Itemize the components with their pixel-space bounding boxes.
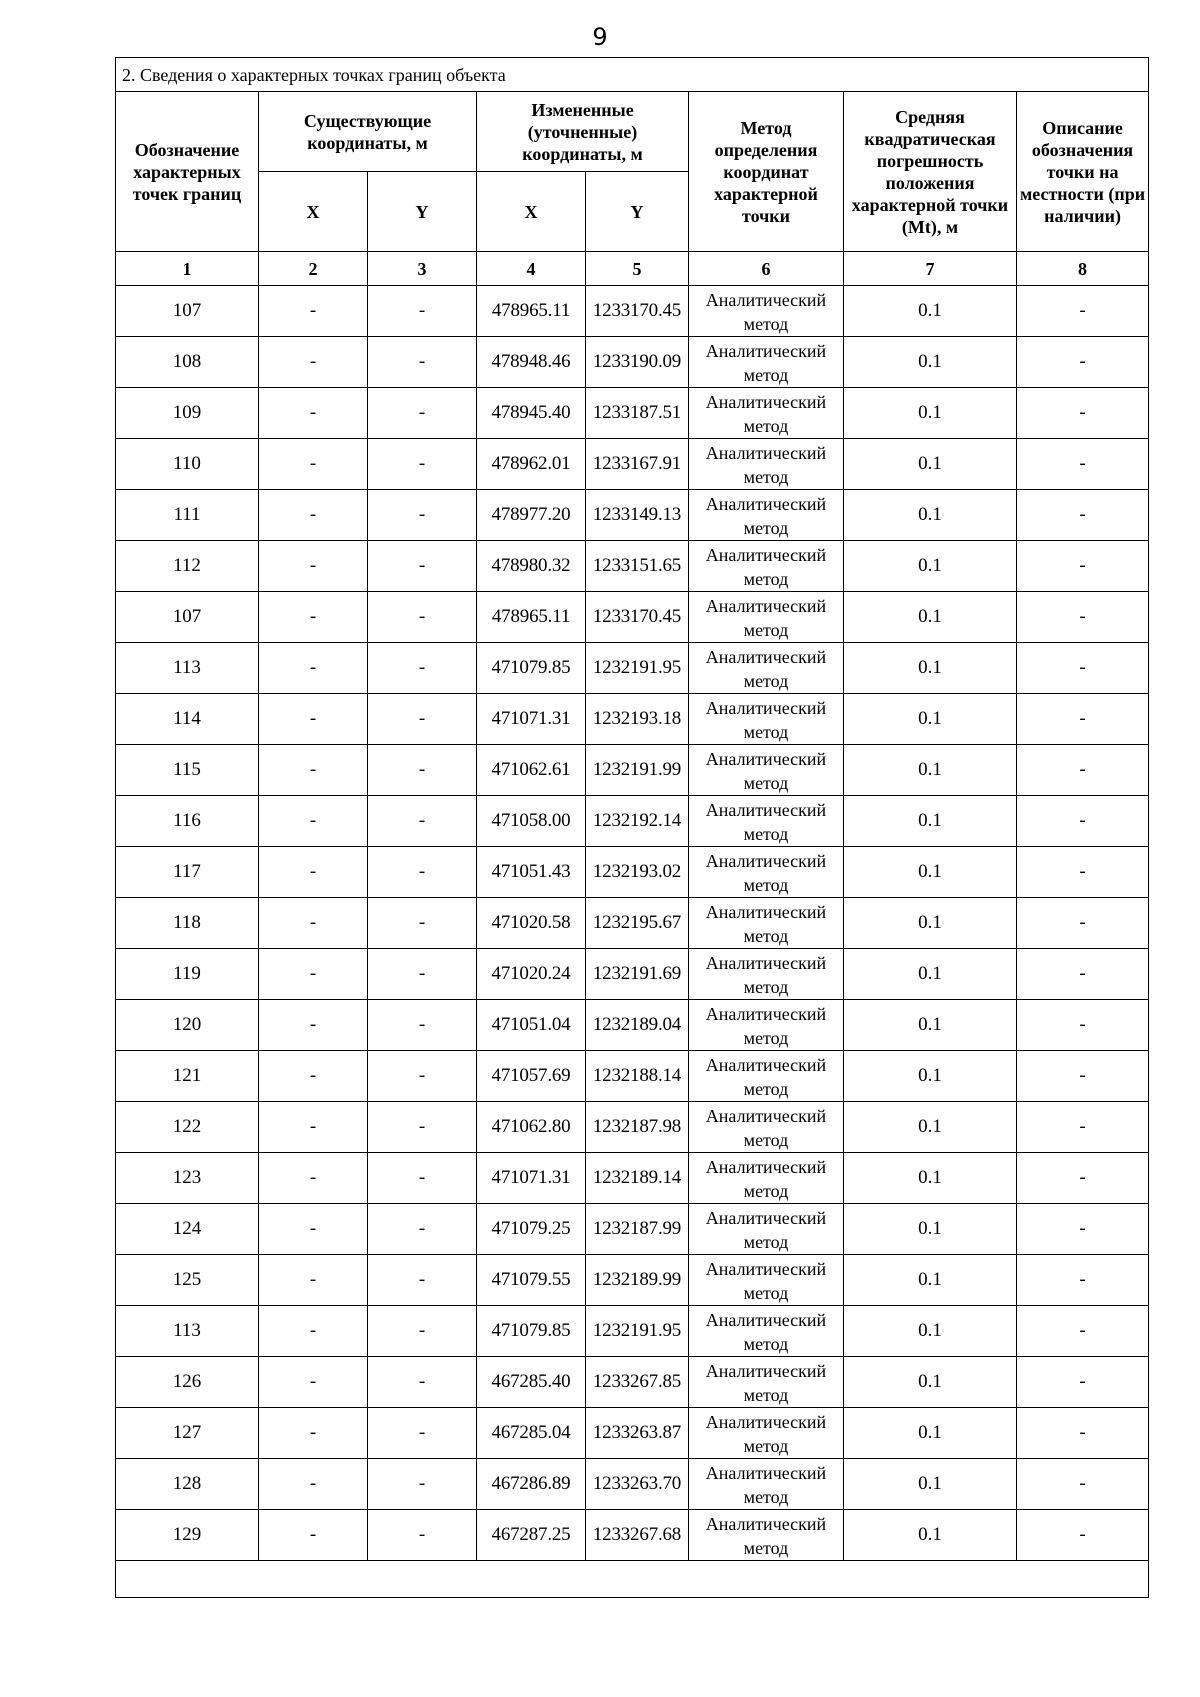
description-cell: - xyxy=(1017,541,1149,592)
changed-x-cell: 471020.24 xyxy=(477,949,586,1000)
method-text: Аналитический xyxy=(705,1360,827,1381)
method-cell xyxy=(689,898,844,949)
changed-x-cell: 471071.31 xyxy=(477,694,586,745)
point-cell: 125 xyxy=(116,1255,259,1306)
method-text: метод xyxy=(743,721,789,742)
method-text: метод xyxy=(743,670,789,691)
existing-y-cell: - xyxy=(368,1459,477,1510)
existing-y-cell: - xyxy=(368,286,477,337)
changed-y-cell: 1233267.85 xyxy=(586,1357,689,1408)
existing-y-cell: - xyxy=(368,694,477,745)
changed-x-cell: 471079.85 xyxy=(477,1306,586,1357)
method-cell xyxy=(689,439,844,490)
table-row xyxy=(116,1051,1149,1102)
method-text: метод xyxy=(743,1333,789,1354)
existing-y-cell: - xyxy=(368,1510,477,1561)
method-text: Аналитический xyxy=(705,1207,827,1228)
method-text: метод xyxy=(743,1435,789,1456)
table-row xyxy=(116,1204,1149,1255)
changed-x-cell: 467285.40 xyxy=(477,1357,586,1408)
changed-y-cell: 1232187.99 xyxy=(586,1204,689,1255)
method-text: метод xyxy=(743,1384,789,1405)
column-number: 8 xyxy=(1017,252,1149,286)
existing-x-cell: - xyxy=(259,337,368,388)
description-cell: - xyxy=(1017,1306,1149,1357)
column-number: 7 xyxy=(844,252,1017,286)
description-cell: - xyxy=(1017,643,1149,694)
method-text: Аналитический xyxy=(705,1258,827,1279)
existing-x-cell: - xyxy=(259,1102,368,1153)
method-cell xyxy=(689,847,844,898)
existing-x-cell: - xyxy=(259,1510,368,1561)
error-cell: 0.1 xyxy=(844,643,1017,694)
method-text: Аналитический xyxy=(705,1309,827,1330)
method-cell xyxy=(689,1408,844,1459)
method-text: Аналитический xyxy=(705,544,827,565)
method-cell xyxy=(689,796,844,847)
error-cell: 0.1 xyxy=(844,796,1017,847)
changed-y-cell: 1233263.70 xyxy=(586,1459,689,1510)
existing-x-cell: - xyxy=(259,490,368,541)
changed-x-cell: 471058.00 xyxy=(477,796,586,847)
method-cell xyxy=(689,1510,844,1561)
existing-x-cell: - xyxy=(259,439,368,490)
existing-x-cell: - xyxy=(259,541,368,592)
error-cell: 0.1 xyxy=(844,1000,1017,1051)
description-cell: - xyxy=(1017,745,1149,796)
error-cell: 0.1 xyxy=(844,694,1017,745)
method-text: Аналитический xyxy=(705,1156,827,1177)
error-cell: 0.1 xyxy=(844,745,1017,796)
description-cell: - xyxy=(1017,1510,1149,1561)
changed-x-cell: 478965.11 xyxy=(477,592,586,643)
changed-y-cell: 1232192.14 xyxy=(586,796,689,847)
existing-x-cell: - xyxy=(259,1153,368,1204)
method-text: Аналитический xyxy=(705,901,827,922)
error-cell: 0.1 xyxy=(844,439,1017,490)
method-cell xyxy=(689,1000,844,1051)
existing-x-cell: - xyxy=(259,286,368,337)
error-cell: 0.1 xyxy=(844,592,1017,643)
table-row xyxy=(116,541,1149,592)
table-row xyxy=(116,745,1149,796)
changed-x-cell: 471020.58 xyxy=(477,898,586,949)
header-method: Метод определения координат характерной точки xyxy=(689,92,844,252)
description-cell: - xyxy=(1017,1408,1149,1459)
page-number: 9 xyxy=(592,23,608,51)
changed-x-cell: 471051.43 xyxy=(477,847,586,898)
method-text: метод xyxy=(743,925,789,946)
changed-y-cell: 1233167.91 xyxy=(586,439,689,490)
method-cell xyxy=(689,388,844,439)
table-row xyxy=(116,1459,1149,1510)
method-text: метод xyxy=(743,1231,789,1252)
method-text: Аналитический xyxy=(705,1105,827,1126)
existing-x-cell: - xyxy=(259,1459,368,1510)
error-cell: 0.1 xyxy=(844,1102,1017,1153)
method-text: метод xyxy=(743,619,789,640)
point-cell: 122 xyxy=(116,1102,259,1153)
changed-x-cell: 478962.01 xyxy=(477,439,586,490)
table-row xyxy=(116,1153,1149,1204)
header-error: Средняя квадратическая погрешность положения характерной точки (Mt), м xyxy=(844,92,1017,252)
column-number: 6 xyxy=(689,252,844,286)
point-cell: 129 xyxy=(116,1510,259,1561)
column-number: 3 xyxy=(368,252,477,286)
changed-y-cell: 1232187.98 xyxy=(586,1102,689,1153)
changed-x-cell: 478977.20 xyxy=(477,490,586,541)
existing-x-cell: - xyxy=(259,1306,368,1357)
existing-y-cell: - xyxy=(368,1357,477,1408)
table-row xyxy=(116,1408,1149,1459)
existing-x-cell: - xyxy=(259,1000,368,1051)
point-cell: 108 xyxy=(116,337,259,388)
description-cell: - xyxy=(1017,439,1149,490)
table-row xyxy=(116,898,1149,949)
error-cell: 0.1 xyxy=(844,1255,1017,1306)
table-row xyxy=(116,643,1149,694)
column-number: 2 xyxy=(259,252,368,286)
description-cell: - xyxy=(1017,388,1149,439)
changed-y-cell: 1233170.45 xyxy=(586,286,689,337)
method-text: Аналитический xyxy=(705,1003,827,1024)
changed-x-cell: 471051.04 xyxy=(477,1000,586,1051)
table-caption: 2. Сведения о характерных точках границ объекта xyxy=(116,58,1149,92)
changed-y-cell: 1232188.14 xyxy=(586,1051,689,1102)
header-changed-y: Y xyxy=(586,172,689,252)
method-text: Аналитический xyxy=(705,442,827,463)
table-row xyxy=(116,1000,1149,1051)
changed-y-cell: 1232193.02 xyxy=(586,847,689,898)
existing-y-cell: - xyxy=(368,796,477,847)
method-cell xyxy=(689,1051,844,1102)
existing-y-cell: - xyxy=(368,847,477,898)
existing-y-cell: - xyxy=(368,745,477,796)
existing-y-cell: - xyxy=(368,439,477,490)
point-cell: 126 xyxy=(116,1357,259,1408)
error-cell: 0.1 xyxy=(844,388,1017,439)
changed-y-cell: 1232193.18 xyxy=(586,694,689,745)
method-cell xyxy=(689,592,844,643)
table-row xyxy=(116,388,1149,439)
description-cell: - xyxy=(1017,949,1149,1000)
point-cell: 115 xyxy=(116,745,259,796)
method-text: Аналитический xyxy=(705,391,827,412)
changed-y-cell: 1232191.69 xyxy=(586,949,689,1000)
error-cell: 0.1 xyxy=(844,286,1017,337)
method-text: метод xyxy=(743,517,789,538)
method-text: Аналитический xyxy=(705,748,827,769)
existing-y-cell: - xyxy=(368,592,477,643)
description-cell: - xyxy=(1017,286,1149,337)
changed-x-cell: 467286.89 xyxy=(477,1459,586,1510)
point-cell: 124 xyxy=(116,1204,259,1255)
method-text: Аналитический xyxy=(705,289,827,310)
changed-x-cell: 471062.61 xyxy=(477,745,586,796)
point-cell: 128 xyxy=(116,1459,259,1510)
existing-y-cell: - xyxy=(368,1153,477,1204)
changed-x-cell: 467287.25 xyxy=(477,1510,586,1561)
table-row xyxy=(116,1255,1149,1306)
method-text: Аналитический xyxy=(705,1462,827,1483)
existing-x-cell: - xyxy=(259,592,368,643)
error-cell: 0.1 xyxy=(844,337,1017,388)
table-row xyxy=(116,949,1149,1000)
point-cell: 107 xyxy=(116,286,259,337)
method-text: метод xyxy=(743,1486,789,1507)
changed-y-cell: 1233170.45 xyxy=(586,592,689,643)
method-text: Аналитический xyxy=(705,799,827,820)
method-text: метод xyxy=(743,874,789,895)
method-cell xyxy=(689,1255,844,1306)
existing-y-cell: - xyxy=(368,949,477,1000)
existing-x-cell: - xyxy=(259,643,368,694)
method-cell xyxy=(689,1357,844,1408)
changed-x-cell: 467285.04 xyxy=(477,1408,586,1459)
error-cell: 0.1 xyxy=(844,898,1017,949)
method-cell xyxy=(689,1102,844,1153)
existing-x-cell: - xyxy=(259,1051,368,1102)
column-number: 4 xyxy=(477,252,586,286)
method-text: Аналитический xyxy=(705,1513,827,1534)
changed-x-cell: 478965.11 xyxy=(477,286,586,337)
changed-x-cell: 471057.69 xyxy=(477,1051,586,1102)
method-text: Аналитический xyxy=(705,850,827,871)
method-text: метод xyxy=(743,466,789,487)
table-row xyxy=(116,796,1149,847)
existing-y-cell: - xyxy=(368,1255,477,1306)
error-cell: 0.1 xyxy=(844,949,1017,1000)
table-row xyxy=(116,439,1149,490)
changed-y-cell: 1232195.67 xyxy=(586,898,689,949)
description-cell: - xyxy=(1017,1153,1149,1204)
method-cell xyxy=(689,745,844,796)
existing-x-cell: - xyxy=(259,847,368,898)
description-cell: - xyxy=(1017,1357,1149,1408)
boundary-points-table xyxy=(115,57,1149,1598)
method-text: метод xyxy=(743,772,789,793)
method-text: метод xyxy=(743,568,789,589)
header-description: Описание обозначения точки на местности (при наличии) xyxy=(1017,92,1149,252)
description-cell: - xyxy=(1017,1051,1149,1102)
method-text: метод xyxy=(743,976,789,997)
table-row xyxy=(116,1357,1149,1408)
error-cell: 0.1 xyxy=(844,847,1017,898)
changed-y-cell: 1232189.04 xyxy=(586,1000,689,1051)
point-cell: 118 xyxy=(116,898,259,949)
description-cell: - xyxy=(1017,1255,1149,1306)
table-row xyxy=(116,490,1149,541)
method-text: Аналитический xyxy=(705,1054,827,1075)
table-row xyxy=(116,1510,1149,1561)
existing-x-cell: - xyxy=(259,898,368,949)
existing-x-cell: - xyxy=(259,388,368,439)
existing-y-cell: - xyxy=(368,1204,477,1255)
changed-y-cell: 1233149.13 xyxy=(586,490,689,541)
method-text: метод xyxy=(743,313,789,334)
description-cell: - xyxy=(1017,490,1149,541)
method-text: метод xyxy=(743,1078,789,1099)
column-numbers-row xyxy=(116,252,1149,286)
existing-x-cell: - xyxy=(259,694,368,745)
method-cell xyxy=(689,643,844,694)
point-cell: 116 xyxy=(116,796,259,847)
existing-y-cell: - xyxy=(368,1306,477,1357)
error-cell: 0.1 xyxy=(844,1306,1017,1357)
method-text: Аналитический xyxy=(705,952,827,973)
table-row xyxy=(116,1102,1149,1153)
method-text: метод xyxy=(743,823,789,844)
description-cell: - xyxy=(1017,1459,1149,1510)
point-cell: 127 xyxy=(116,1408,259,1459)
description-cell: - xyxy=(1017,898,1149,949)
changed-x-cell: 471062.80 xyxy=(477,1102,586,1153)
method-text: Аналитический xyxy=(705,697,827,718)
method-text: метод xyxy=(743,1537,789,1558)
description-cell: - xyxy=(1017,592,1149,643)
changed-y-cell: 1233263.87 xyxy=(586,1408,689,1459)
empty-row xyxy=(116,1561,1149,1598)
table-row xyxy=(116,1306,1149,1357)
column-number: 5 xyxy=(586,252,689,286)
existing-y-cell: - xyxy=(368,1051,477,1102)
point-cell: 113 xyxy=(116,1306,259,1357)
existing-x-cell: - xyxy=(259,796,368,847)
changed-x-cell: 471079.55 xyxy=(477,1255,586,1306)
method-cell xyxy=(689,1459,844,1510)
point-cell: 119 xyxy=(116,949,259,1000)
table-row xyxy=(116,337,1149,388)
changed-y-cell: 1233187.51 xyxy=(586,388,689,439)
method-cell xyxy=(689,490,844,541)
error-cell: 0.1 xyxy=(844,1051,1017,1102)
changed-y-cell: 1232189.14 xyxy=(586,1153,689,1204)
description-cell: - xyxy=(1017,847,1149,898)
header-changed-coords: Измененные (уточненные) координаты, м xyxy=(477,92,689,172)
method-text: Аналитический xyxy=(705,1411,827,1432)
header-existing-x: X xyxy=(259,172,368,252)
method-cell xyxy=(689,949,844,1000)
method-cell xyxy=(689,1306,844,1357)
point-cell: 111 xyxy=(116,490,259,541)
method-text: метод xyxy=(743,1180,789,1201)
changed-x-cell: 471079.85 xyxy=(477,643,586,694)
table-row xyxy=(116,847,1149,898)
column-number: 1 xyxy=(116,252,259,286)
method-cell xyxy=(689,1153,844,1204)
changed-y-cell: 1232189.99 xyxy=(586,1255,689,1306)
existing-y-cell: - xyxy=(368,898,477,949)
error-cell: 0.1 xyxy=(844,1153,1017,1204)
method-cell xyxy=(689,1204,844,1255)
method-cell xyxy=(689,694,844,745)
method-text: метод xyxy=(743,415,789,436)
point-cell: 120 xyxy=(116,1000,259,1051)
existing-x-cell: - xyxy=(259,1255,368,1306)
method-text: метод xyxy=(743,1129,789,1150)
error-cell: 0.1 xyxy=(844,490,1017,541)
changed-y-cell: 1233151.65 xyxy=(586,541,689,592)
changed-x-cell: 471079.25 xyxy=(477,1204,586,1255)
method-text: метод xyxy=(743,364,789,385)
existing-y-cell: - xyxy=(368,541,477,592)
method-text: Аналитический xyxy=(705,595,827,616)
description-cell: - xyxy=(1017,796,1149,847)
header-existing-y: Y xyxy=(368,172,477,252)
changed-y-cell: 1233267.68 xyxy=(586,1510,689,1561)
method-text: метод xyxy=(743,1282,789,1303)
empty-cell xyxy=(116,1561,1149,1598)
existing-y-cell: - xyxy=(368,388,477,439)
error-cell: 0.1 xyxy=(844,541,1017,592)
existing-x-cell: - xyxy=(259,745,368,796)
method-text: Аналитический xyxy=(705,646,827,667)
existing-x-cell: - xyxy=(259,949,368,1000)
existing-x-cell: - xyxy=(259,1408,368,1459)
method-text: Аналитический xyxy=(705,493,827,514)
point-cell: 114 xyxy=(116,694,259,745)
point-cell: 117 xyxy=(116,847,259,898)
table-row xyxy=(116,286,1149,337)
point-cell: 121 xyxy=(116,1051,259,1102)
changed-y-cell: 1232191.95 xyxy=(586,643,689,694)
error-cell: 0.1 xyxy=(844,1510,1017,1561)
table-row xyxy=(116,592,1149,643)
changed-x-cell: 478980.32 xyxy=(477,541,586,592)
point-cell: 123 xyxy=(116,1153,259,1204)
changed-y-cell: 1232191.99 xyxy=(586,745,689,796)
existing-x-cell: - xyxy=(259,1357,368,1408)
description-cell: - xyxy=(1017,1000,1149,1051)
method-cell xyxy=(689,541,844,592)
header-changed-x: X xyxy=(477,172,586,252)
existing-y-cell: - xyxy=(368,1408,477,1459)
changed-x-cell: 478945.40 xyxy=(477,388,586,439)
error-cell: 0.1 xyxy=(844,1357,1017,1408)
table-row xyxy=(116,694,1149,745)
point-cell: 112 xyxy=(116,541,259,592)
description-cell: - xyxy=(1017,694,1149,745)
error-cell: 0.1 xyxy=(844,1408,1017,1459)
header-point-designation: Обозначение характерных точек границ xyxy=(116,92,259,252)
method-text: Аналитический xyxy=(705,340,827,361)
changed-x-cell: 471071.31 xyxy=(477,1153,586,1204)
existing-y-cell: - xyxy=(368,337,477,388)
changed-x-cell: 478948.46 xyxy=(477,337,586,388)
header-existing-coords: Существующие координаты, м xyxy=(259,92,477,172)
description-cell: - xyxy=(1017,1102,1149,1153)
point-cell: 109 xyxy=(116,388,259,439)
description-cell: - xyxy=(1017,1204,1149,1255)
point-cell: 110 xyxy=(116,439,259,490)
point-cell: 107 xyxy=(116,592,259,643)
changed-y-cell: 1232191.95 xyxy=(586,1306,689,1357)
existing-y-cell: - xyxy=(368,643,477,694)
error-cell: 0.1 xyxy=(844,1204,1017,1255)
error-cell: 0.1 xyxy=(844,1459,1017,1510)
existing-y-cell: - xyxy=(368,1000,477,1051)
point-cell: 113 xyxy=(116,643,259,694)
method-cell xyxy=(689,337,844,388)
method-cell xyxy=(689,286,844,337)
changed-y-cell: 1233190.09 xyxy=(586,337,689,388)
existing-x-cell: - xyxy=(259,1204,368,1255)
existing-y-cell: - xyxy=(368,490,477,541)
existing-y-cell: - xyxy=(368,1102,477,1153)
method-text: метод xyxy=(743,1027,789,1048)
description-cell: - xyxy=(1017,337,1149,388)
